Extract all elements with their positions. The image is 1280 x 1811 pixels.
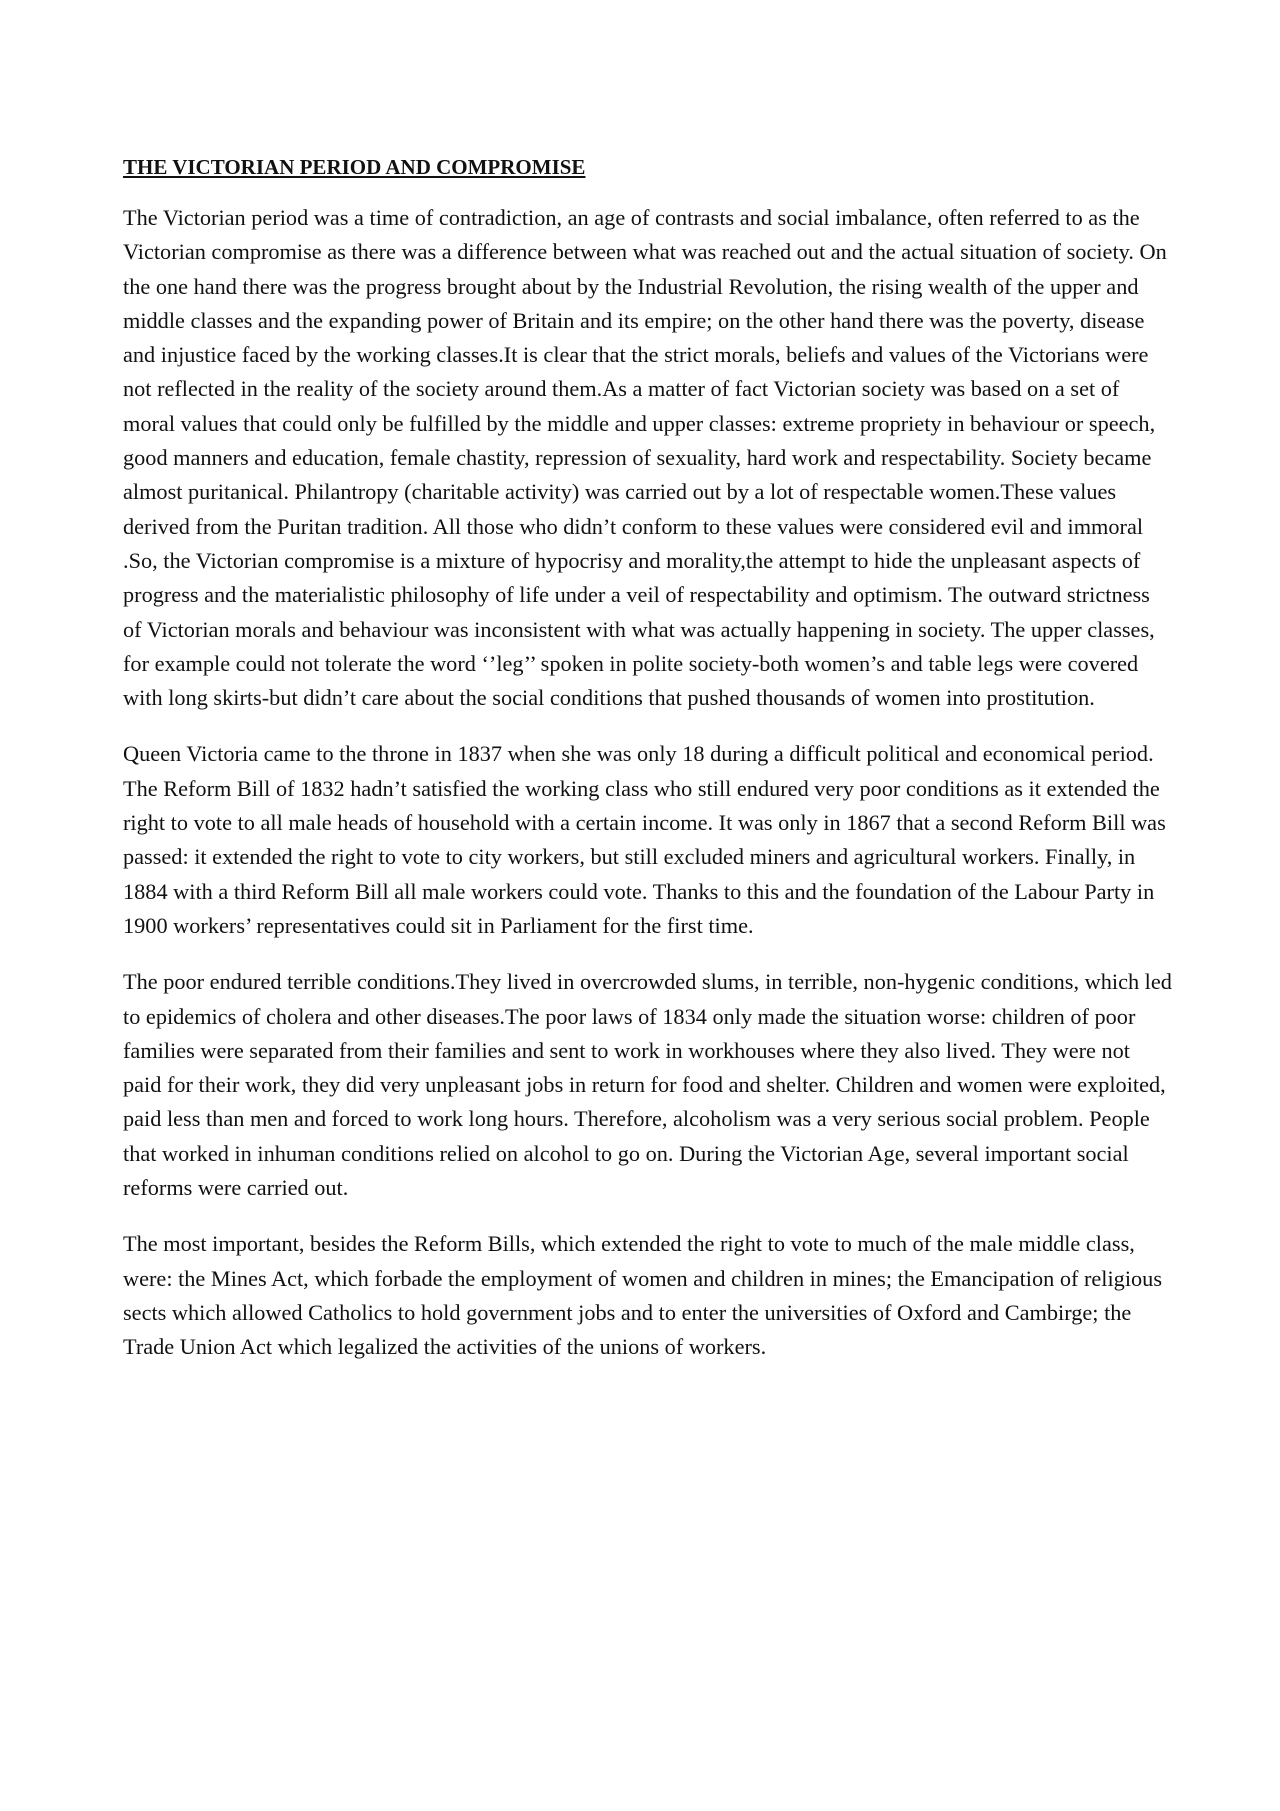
paragraph-poor-conditions: The poor endured terrible conditions.They lived in overcrowded slums, in terrible, non-hygenic conditions, which led to epidemics of cholera and other diseases.The poor laws of 1834 only made the situation worse: children of poor families were separated from their families and sent to work in workhouses where they also lived. They were not paid for their work, they did very unpleasant jobs in return for food and shelter. Children and women were exploited, paid less than men and forced to work long hours. Therefore, alcoholism was a very serious social problem. People that worked in inhuman conditions relied on alcohol to go on. During the Victorian Age, several important social reforms were carried out. (123, 969, 1172, 1201)
paragraph-social-reforms: The most important, besides the Reform Bills, which extended the right to vote to much of the male middle class, were: the Mines Act, which forbade the employment of women and children in mines; the Emancipation of religious sects which allowed Catholics to hold government jobs and to enter the universities of Oxford and Cambirge; the Trade Union Act which legalized the activities of the unions of workers. (123, 1231, 1163, 1360)
paragraph-queen-victoria-reform: Queen Victoria came to the throne in 1837 when she was only 18 during a difficult political and economical period. The Reform Bill of 1832 hadn’t satisfied the working class who still endured very poor conditions as it extended the right to vote to all male heads of household with a certain income. It was only in 1867 that a second Reform Bill was passed: it extended the right to vote to city workers, but still excluded miners and agricultural workers. Finally, in 1884 with a third Reform Bill all male workers could vote. Thanks to this and the foundation of the Labour Party in 1900 workers’ representatives could sit in Parliament for the first time. (123, 741, 1166, 938)
document-title: THE VICTORIAN PERIOD AND COMPROMISE (123, 155, 586, 179)
document-body (123, 150, 1173, 1387)
paragraph-victorian-compromise: The Victorian period was a time of contradiction, an age of contrasts and social imbalance, often referred to as the Victorian compromise as there was a difference between what was reached out and the actual situation of society. On the one hand there was the progress brought about by the Industrial Revolution, the rising wealth of the upper and middle classes and the expanding power of Britain and its empire; on the other hand there was the poverty, disease and injustice faced by the working classes.It is clear that the strict morals, beliefs and values of the Victorians were not reflected in the reality of the society around them.As a matter of fact Victorian society was based on a set of moral values that could only be fulfilled by the middle and upper classes: extreme propriety in behaviour or speech, good manners and education, female chastity, repression of sexuality, hard work and respectability. Society became almost puritanical. Philantropy (charitable activity) was carried out by a lot of respectable women.These values derived from the Puritan tradition. All those who didn’t conform to these values were considered evil and immoral .So, the Victorian compromise is a mixture of hypocrisy and morality,the attempt to hide the unpleasant aspects of progress and the materialistic philosophy of life under a veil of respectability and optimism. The outward strictness of Victorian morals and behaviour was inconsistent with what was actually happening in society. The upper classes, for example could not tolerate the word ‘’leg’’ spoken in polite society-both women’s and table legs were covered with long skirts-but didn’t care about the social conditions that pushed thousands of women into prostitution. (123, 205, 1167, 711)
